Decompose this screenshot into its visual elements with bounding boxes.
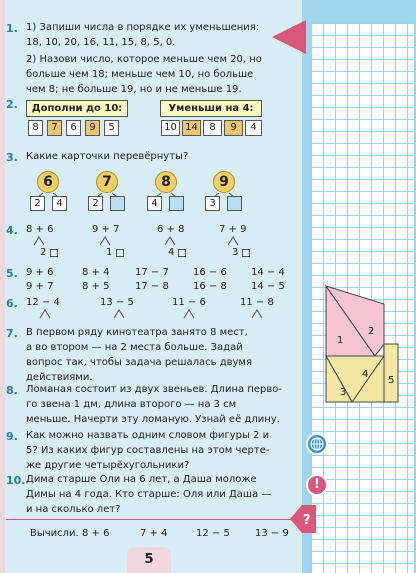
card-circle: 7 bbox=[96, 171, 118, 193]
task-9-line: Как можно назвать одним словом фигуры 2 и bbox=[26, 430, 270, 441]
expr: 9 + 6 bbox=[26, 267, 54, 278]
svg-text:?: ? bbox=[303, 513, 311, 528]
task-1-line: чем 8; не больше 19, но и не меньше 19. bbox=[26, 84, 242, 95]
figure-label-2: 2 bbox=[368, 326, 375, 337]
expr: 14 − 5 bbox=[251, 281, 285, 292]
task-8-line: Ломаная состоит из двух звеньев. Длина перво- bbox=[26, 384, 282, 395]
add-cell: 8 bbox=[28, 120, 43, 136]
task-5-number: 5. bbox=[6, 267, 18, 280]
expr: 6 + 8 bbox=[157, 224, 185, 235]
task-8-number: 8. bbox=[6, 384, 18, 397]
card-circle: 8 bbox=[155, 171, 177, 193]
card-square: 4 bbox=[147, 196, 162, 211]
task-7-line: В первом ряду кинотеатра занято 8 мест, bbox=[26, 327, 248, 338]
task-3-question: Какие карточки перевёрнуты? bbox=[26, 151, 189, 162]
blank-box bbox=[50, 249, 58, 257]
task-2-number: 2. bbox=[6, 98, 18, 111]
task-1-line: 2) Назови число, которое меньше чем 20, но bbox=[26, 54, 262, 65]
split-marks bbox=[0, 309, 300, 319]
part: 4 bbox=[168, 247, 175, 258]
expr: 8 + 5 bbox=[82, 281, 110, 292]
card-circle: 9 bbox=[213, 171, 235, 193]
task-7-number: 7. bbox=[6, 327, 18, 340]
page-number: 5 bbox=[127, 547, 171, 573]
left-margin-strip bbox=[0, 0, 5, 573]
sub-cell: 14 bbox=[182, 120, 201, 136]
expr: 8 + 6 bbox=[82, 528, 110, 539]
task-8-line: го звена 1 дм, длина второго — на 3 см bbox=[26, 399, 237, 410]
task-7-line: вопрос так, чтобы задача решалась двумя bbox=[26, 357, 252, 368]
task-7-line: а во втором — на 2 места больше. Задай bbox=[26, 342, 243, 353]
card-square: 2 bbox=[30, 196, 45, 211]
expr: 8 + 6 bbox=[26, 224, 54, 235]
expr: 14 − 4 bbox=[251, 267, 285, 278]
task-9-line: 5? Из каких фигур составлены на этом черте- bbox=[26, 445, 270, 456]
expr: 8 + 4 bbox=[82, 267, 110, 278]
add-cell: 9 bbox=[85, 120, 100, 136]
expr: 7 + 9 bbox=[219, 224, 247, 235]
blank-box bbox=[242, 249, 250, 257]
question-tab-icon bbox=[290, 505, 316, 533]
expr: 11 − 6 bbox=[172, 297, 206, 308]
figure-label-3: 3 bbox=[340, 387, 347, 398]
figure-label-4: 4 bbox=[362, 369, 369, 380]
sub-cell: 9 bbox=[224, 120, 243, 136]
reduce-by-4-label: Уменьши на 4: bbox=[160, 100, 262, 117]
expr: 12 − 4 bbox=[26, 297, 60, 308]
sub-cell: 8 bbox=[203, 120, 222, 136]
figure-label-5: 5 bbox=[388, 375, 395, 386]
part: 1 bbox=[106, 247, 113, 258]
card-square: 3 bbox=[205, 196, 220, 211]
task-10-line: и на сколько лет? bbox=[26, 504, 121, 515]
task-1-line: больше чем 18; меньше чем 10, но больше bbox=[26, 69, 254, 80]
expr: 7 + 4 bbox=[140, 528, 168, 539]
add-cell: 6 bbox=[66, 120, 81, 136]
globe-icon bbox=[306, 433, 328, 455]
expr: 16 − 8 bbox=[193, 281, 227, 292]
card-square: 2 bbox=[88, 196, 103, 211]
part: 3 bbox=[232, 247, 239, 258]
expr: 12 − 5 bbox=[196, 528, 230, 539]
expr: 17 − 7 bbox=[135, 267, 169, 278]
task-10-line: Димы на 4 года. Кто старше: Оля или Даша — bbox=[26, 489, 272, 500]
task-1-line: 18, 10, 20, 16, 11, 15, 8, 5, 0. bbox=[26, 37, 176, 48]
expr: 9 + 7 bbox=[26, 281, 54, 292]
divider bbox=[6, 519, 298, 520]
task-4-number: 4. bbox=[6, 224, 18, 237]
expr: 17 − 8 bbox=[135, 281, 169, 292]
task-3-number: 3. bbox=[6, 151, 18, 164]
card-circle: 6 bbox=[37, 171, 59, 193]
expr: 13 − 5 bbox=[100, 297, 134, 308]
task-6-number: 6. bbox=[6, 297, 18, 310]
card-square: 4 bbox=[52, 196, 67, 211]
figure-label-1: 1 bbox=[337, 335, 344, 346]
task-10-number: 10. bbox=[6, 474, 26, 487]
task-9-number: 9. bbox=[6, 430, 18, 443]
geometric-figure bbox=[324, 284, 404, 414]
exclamation-icon: ! bbox=[306, 474, 328, 496]
compute-label: Вычисли. bbox=[30, 528, 79, 539]
add-cell: 5 bbox=[104, 120, 119, 136]
expr: 11 − 8 bbox=[240, 297, 274, 308]
blank-box bbox=[116, 249, 124, 257]
sub-cell: 10 bbox=[161, 120, 180, 136]
task-1-line: 1) Запиши числа в порядке их уменьшения: bbox=[26, 22, 260, 33]
add-to-10-label: Дополни до 10: bbox=[26, 100, 128, 117]
card-connectors bbox=[0, 180, 300, 200]
task-9-line: же другие четырёхугольники? bbox=[26, 460, 190, 471]
bookmark-triangle-icon bbox=[272, 20, 306, 54]
blank-box bbox=[178, 249, 186, 257]
task-8-line: меньше. Начерти эту ломаную. Узнай её длину. bbox=[26, 414, 280, 425]
sub-cell: 4 bbox=[245, 120, 262, 136]
expr: 13 − 9 bbox=[255, 528, 289, 539]
task-10-line: Дима старше Оли на 6 лет, а Даша моложе bbox=[26, 474, 257, 485]
expr: 9 + 7 bbox=[92, 224, 120, 235]
task-1-number: 1. bbox=[6, 22, 18, 35]
expr: 16 − 6 bbox=[193, 267, 227, 278]
task-7-line: действиями. bbox=[26, 372, 93, 383]
add-cell: 7 bbox=[47, 120, 62, 136]
part: 2 bbox=[40, 247, 47, 258]
